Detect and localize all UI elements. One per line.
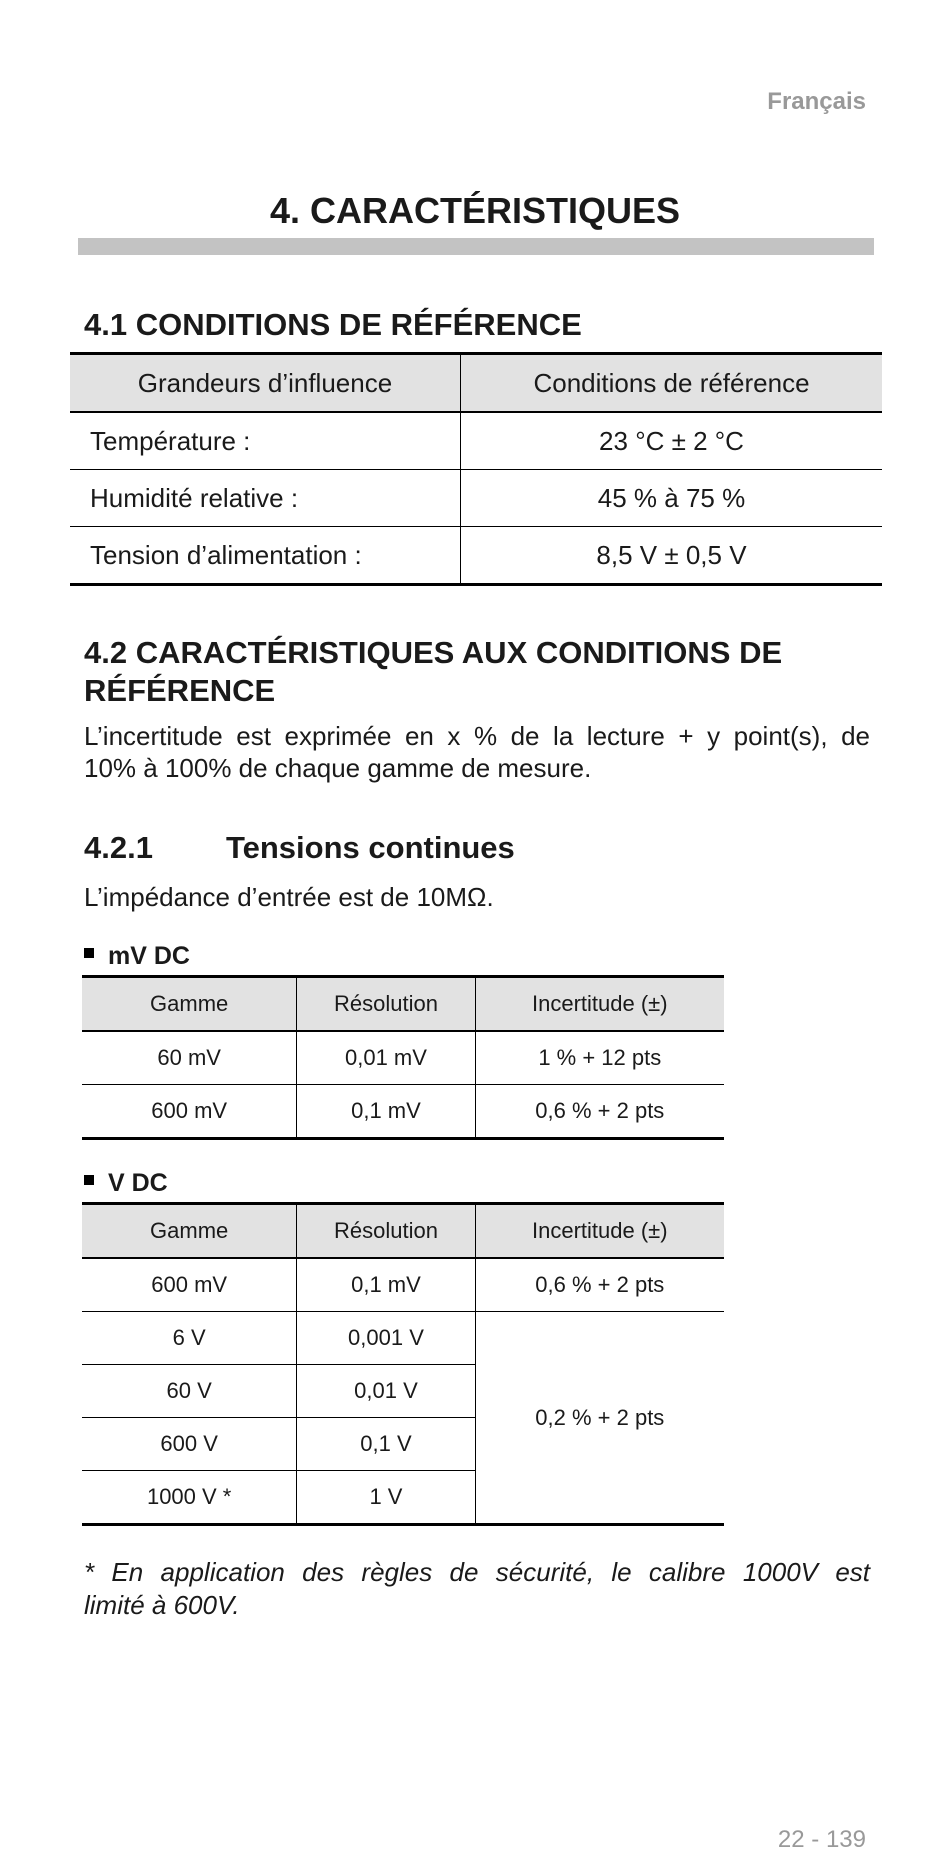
table-cell: 0,001 V	[297, 1312, 475, 1365]
table-cell: 1 V	[297, 1471, 475, 1525]
table-row	[70, 470, 882, 527]
paragraph-line: L’incertitude est exprimée en x % de la lecture + y point(s), de	[84, 721, 870, 751]
table-cell: 0,1 mV	[297, 1085, 475, 1139]
subsection-heading-4-2-1	[84, 830, 515, 866]
section-heading-4-2	[84, 634, 782, 710]
bullet-mv-dc	[84, 942, 190, 971]
table-cell: 60 mV	[82, 1031, 297, 1085]
table-cell: 60 V	[82, 1365, 297, 1418]
reference-conditions-table	[70, 352, 882, 586]
table-header-row	[82, 977, 724, 1032]
table-cell: 0,01 V	[297, 1365, 475, 1418]
table-cell: 600 V	[82, 1418, 297, 1471]
footnote-line: limité à 600V.	[84, 1590, 240, 1620]
table-header-cell: Incertitude (±)	[475, 1204, 724, 1259]
table-row	[82, 1258, 724, 1312]
table-row	[82, 1031, 724, 1085]
language-label: Français	[767, 88, 866, 115]
table-cell: 23 °C ± 2 °C	[461, 412, 883, 470]
table-cell: 0,01 mV	[297, 1031, 475, 1085]
table-cell: 0,1 V	[297, 1418, 475, 1471]
table-header-row	[70, 354, 882, 413]
table-header-cell: Incertitude (±)	[475, 977, 724, 1032]
table-cell: 600 mV	[151, 1098, 228, 1123]
footnote-line: * En application des règles de sécurité, le calibre 1000V est	[84, 1557, 870, 1587]
page-title: 4. CARACTÉRISTIQUES	[269, 190, 681, 231]
subsection-number: 4.2.1	[84, 830, 153, 865]
bullet-label: mV DC	[108, 942, 190, 970]
table-cell: 0,6 % + 2 pts	[475, 1085, 724, 1139]
table-header-cell: Grandeurs d’influence	[70, 354, 461, 413]
table-cell: 45 % à 75 %	[461, 470, 883, 527]
table-row	[82, 1312, 724, 1365]
table-header-cell: Gamme	[82, 977, 297, 1032]
table-cell: Température :	[70, 412, 461, 470]
table-cell: 1 % + 12 pts	[475, 1031, 724, 1085]
impedance-text: L’impédance d’entrée est de 10MΩ.	[84, 882, 494, 912]
table-row	[70, 527, 882, 585]
section-heading-line: 4.2 CARACTÉRISTIQUES AUX CONDITIONS DE	[84, 635, 783, 670]
title-underline-bar	[78, 238, 874, 255]
bullet-square-icon	[84, 948, 94, 958]
table-header-cell: Conditions de référence	[461, 354, 883, 413]
uncertainty-paragraph	[84, 720, 870, 784]
table-header-cell: Gamme	[82, 1204, 297, 1259]
table-header-cell: Résolution	[297, 1204, 475, 1259]
table-cell: 600 mV	[82, 1258, 297, 1312]
table-cell: 6 V	[82, 1312, 297, 1365]
bullet-label: V DC	[108, 1169, 168, 1197]
paragraph-line: 10% à 100% de chaque gamme de mesure.	[84, 753, 592, 783]
table-cell: 8,5 V ± 0,5 V	[461, 527, 883, 585]
table-header-cell: Résolution	[297, 977, 475, 1032]
footnote	[84, 1556, 870, 1622]
mv-dc-table	[82, 975, 724, 1140]
bullet-v-dc	[84, 1169, 168, 1198]
subsection-title: Tensions continues	[226, 830, 515, 865]
page-number: 22 - 139	[777, 1826, 866, 1853]
table-cell: Humidité relative :	[70, 470, 461, 527]
table-row	[82, 1085, 724, 1139]
bullet-square-icon	[84, 1175, 94, 1185]
table-cell: 0,1 mV	[297, 1258, 475, 1312]
table-cell: 0,6 % + 2 pts	[475, 1258, 724, 1312]
table-header-row	[82, 1204, 724, 1259]
table-cell: Tension d’alimentation :	[90, 539, 362, 570]
v-dc-table	[82, 1202, 724, 1526]
table-cell: 1000 V *	[146, 1484, 232, 1509]
section-heading-4-1: 4.1 CONDITIONS DE RÉFÉRENCE	[84, 307, 582, 342]
table-cell-merged: 0,2 % + 2 pts	[475, 1312, 724, 1525]
table-row	[70, 412, 882, 470]
section-heading-line: RÉFÉRENCE	[84, 673, 276, 708]
